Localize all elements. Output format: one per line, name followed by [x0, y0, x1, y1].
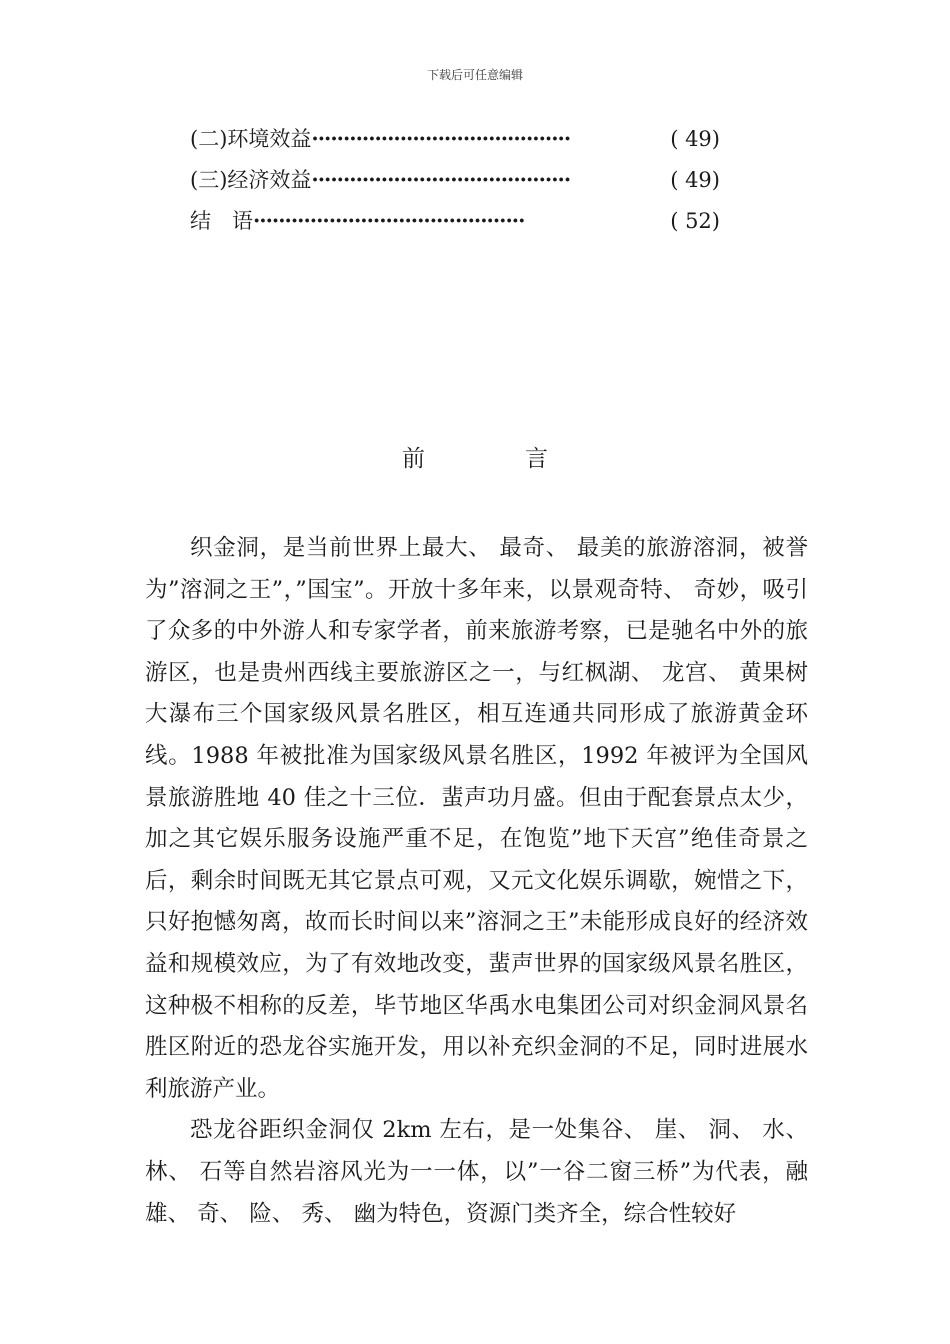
toc-dot-leader: ········································· — [311, 167, 571, 192]
toc-label: 结 语 — [190, 209, 253, 233]
toc-label: (三)经济效益 — [190, 168, 312, 192]
paragraph: 恐龙谷距织金洞仅 2km 左右，是一处集谷、 崖、 洞、 水、 林、 石等自然岩溶风光为一一体，以”一谷二窗三桥”为代表，融雄、 奇、 险、 秀、 幽为特色，资源门类齐全，综合性较好 — [145, 1117, 808, 1227]
table-of-contents — [190, 118, 720, 241]
toc-label: (二)环境效益 — [190, 127, 312, 151]
toc-dot-leader: ··········································· — [253, 208, 525, 233]
toc-row — [190, 159, 720, 200]
paragraph: 织金洞，是当前世界上最大、 最奇、 最美的旅游溶洞，被誉为”溶洞之王”，”国宝”。开放十多年来，以景观奇特、 奇妙，吸引了众多的中外游人和专家学者，前来旅游考察，已是驰名中外的旅游区，也是贵州西线主要旅游区之一，与红枫湖、 龙宫、 黄果树大瀑布三个国家级风景名胜区，相互连通共同形成了旅游黄金环线。1988 年被批准为国家级风景名胜区，1992 年被评为全国风景旅游胜地 40 佳之十三位．蜚声功月盛。但由于配套景点太少，加之其它娱乐服务设施严重不足，在饱览”地下天宫”绝佳奇景之后，剩余时间既无其它景点可观，又元文化娱乐调歇，婉惜之下，只好抱憾匆离，故而长时间以来”溶洞之王”未能形成良好的经济效益和规模效应，为了有效地改变，蜚声世界的国家级风景名胜区，这种极不相称的反差，毕节地区华禹水电集团公司对织金洞风景名胜区附近的恐龙谷实施开发，用以补充织金洞的不足，同时进展水利旅游产业。 — [145, 535, 808, 1102]
section-title — [0, 440, 950, 473]
section-title-second-char: 言 — [525, 446, 548, 472]
toc-dot-leader: ········································· — [311, 126, 571, 151]
toc-page-number: ( 52) — [670, 209, 720, 233]
section-title-first-char: 前 — [402, 446, 425, 472]
toc-row — [190, 118, 720, 159]
header-note: 下载后可任意编辑 — [426, 68, 523, 82]
toc-page-number: ( 49) — [670, 127, 720, 151]
toc-row — [190, 200, 720, 241]
body-text — [145, 528, 808, 1235]
toc-page-number: ( 49) — [670, 168, 720, 192]
